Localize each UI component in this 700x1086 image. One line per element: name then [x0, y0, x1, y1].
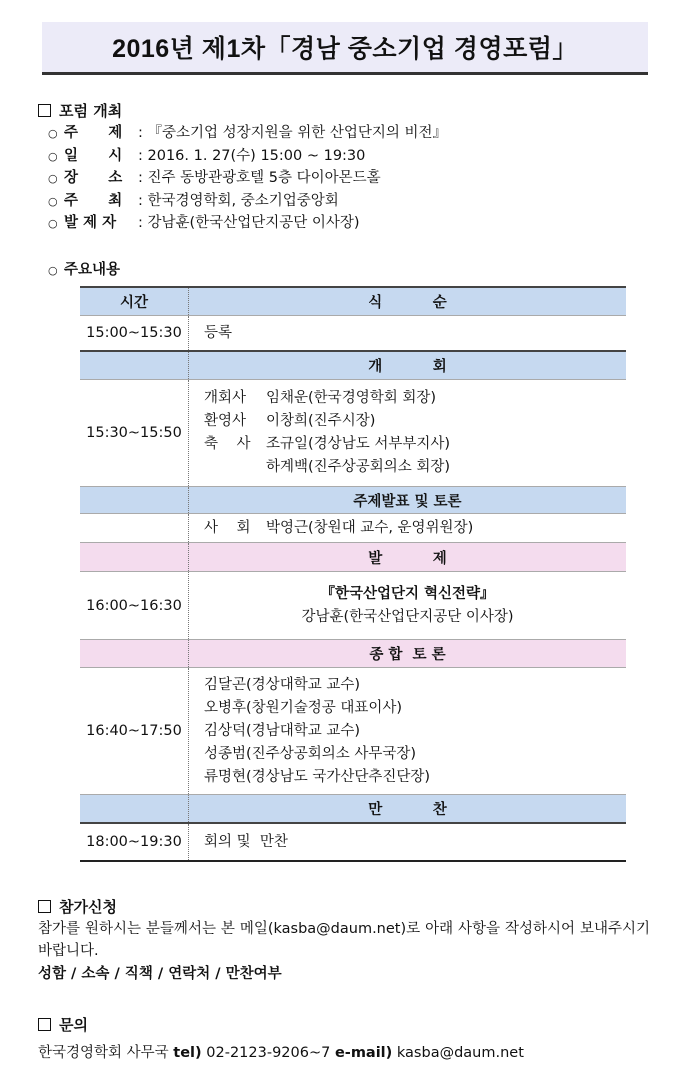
band-time-cell [80, 640, 189, 667]
program-lines [204, 387, 450, 479]
time-cell [80, 514, 189, 542]
info-row [48, 190, 447, 213]
circle-bullet-icon: ○ [48, 264, 58, 277]
program-table [80, 286, 626, 862]
circle-bullet-icon: ○ [48, 149, 58, 163]
program-lines [204, 322, 232, 345]
contact-line [38, 1042, 650, 1064]
band-label: 종 합 토 론 [369, 647, 446, 663]
info-label: 주 최 [64, 192, 123, 209]
program-cell [189, 514, 626, 542]
circle-bullet-icon: ○ [48, 194, 58, 208]
info-value: 2016. 1. 27(수) 15:00 ~ 19:30 [147, 147, 366, 164]
program-line [204, 322, 232, 345]
info-value: 강남훈(한국산업단지공단 이사장) [147, 215, 360, 231]
program-cell [189, 316, 626, 350]
line-text: 성종범(진주상공회의소 사무국장) [204, 745, 417, 762]
line-text: 박영근(창원대 교수, 운영위원장) [266, 519, 474, 536]
section-band [80, 352, 626, 380]
table-row [80, 514, 626, 543]
table-row [80, 316, 626, 352]
info-label: 발 제 자 [64, 215, 117, 231]
role-label: 사 회 [204, 519, 251, 536]
info-value: 한국경영학회, 중소기업중앙회 [147, 192, 339, 209]
circle-bullet-icon: ○ [48, 127, 58, 140]
section-band [80, 640, 626, 668]
info-colon: : [138, 215, 148, 231]
program-cell [189, 572, 626, 639]
info-colon: : [138, 147, 148, 164]
forum-heading: 포럼 개최 [38, 100, 122, 121]
table-row [80, 668, 626, 795]
program-lines [301, 583, 513, 629]
band-label: 개 회 [368, 359, 447, 375]
line-text: 『한국산업단지 혁신전략』 [320, 585, 495, 602]
line-text: 조규일(경상남도 서부부지사) [266, 436, 451, 452]
table-row [80, 572, 626, 640]
program-cell [189, 668, 626, 794]
contact-heading: 문의 [38, 1014, 88, 1035]
band-time-cell [80, 543, 189, 571]
info-row [48, 212, 447, 235]
role-label: 축 사 [204, 436, 251, 452]
time-cell: 15:30~15:50 [80, 380, 189, 486]
program-line [204, 743, 430, 766]
line-text: 김상덕(경남대학교 교수) [204, 722, 360, 739]
info-row [48, 167, 447, 190]
time-cell: 16:40~17:50 [80, 668, 189, 794]
table-header [80, 288, 626, 316]
section-band [80, 487, 626, 514]
line-text: 강남훈(한국산업단지공단 이사장) [301, 608, 514, 625]
line-text: 임채운(한국경영학회 회장) [266, 390, 436, 406]
table-row [80, 824, 626, 860]
program-line [204, 720, 430, 743]
info-colon: : [138, 192, 148, 209]
role-label: 환영사 [204, 413, 247, 429]
line-text: 이창희(진주시장) [266, 413, 376, 429]
program-line [301, 606, 513, 629]
info-value: 진주 동방관광호텔 5층 다이아몬드홀 [147, 170, 381, 186]
info-row [48, 145, 447, 168]
program-line [204, 766, 430, 789]
time-cell: 18:00~19:30 [80, 824, 189, 860]
program-line [204, 697, 430, 720]
section-band [80, 795, 626, 824]
header-time: 시간 [80, 288, 189, 315]
circle-bullet-icon: ○ [48, 172, 58, 185]
program-line [204, 456, 450, 479]
band-time-cell [80, 487, 189, 513]
page-title: 2016년 제1차「경남 중소기업 경영포럼」 [112, 35, 578, 63]
time-cell: 16:00~16:30 [80, 572, 189, 639]
checkbox-square-icon [38, 900, 51, 913]
program-line [301, 583, 513, 606]
time-cell: 15:00~15:30 [80, 316, 189, 350]
info-label: 장 소 [64, 170, 123, 186]
title-banner [42, 22, 648, 75]
program-line [204, 517, 473, 540]
registration-text: 참가를 원하시는 분들께서는 본 메일(kasba@daum.net)로 아래 사항을 작성하시어 보내주시기 바랍니다. [38, 921, 650, 959]
info-colon: : [138, 170, 148, 186]
band-label: 주제발표 및 토론 [353, 493, 462, 510]
email-label: e-mail) [334, 1045, 393, 1061]
band-label: 발 제 [368, 550, 447, 567]
band-time-cell [80, 795, 189, 822]
info-row [48, 122, 447, 145]
program-line [204, 433, 450, 456]
line-text: 등록 [204, 324, 233, 341]
registration-heading: 참가신청 [38, 896, 117, 917]
line-text: 하계백(진주상공회의소 회장) [266, 459, 451, 475]
line-text: 회의 및 만찬 [204, 833, 288, 850]
checkbox-square-icon [38, 1018, 51, 1031]
band-label: 만 찬 [368, 802, 447, 818]
program-heading: ○ 주요내용 [48, 262, 121, 278]
info-colon: : [138, 125, 148, 141]
email-address[interactable]: kasba@daum.net [396, 1045, 524, 1061]
program-cell [189, 824, 626, 860]
program-line [204, 674, 430, 697]
program-lines [204, 831, 288, 854]
program-line [204, 831, 288, 854]
header-program: 식 순 [368, 295, 447, 311]
tel-number: 02-2123-9206~7 [206, 1045, 331, 1061]
forum-info [48, 122, 447, 235]
info-label: 주 제 [64, 125, 123, 141]
section-band [80, 543, 626, 572]
info-value: 『중소기업 성장지원을 위한 산업단지의 비전』 [147, 125, 448, 141]
tel-label: tel) [173, 1045, 202, 1061]
line-text: 오병후(창원기술정공 대표이사) [204, 699, 403, 716]
program-cell [189, 380, 626, 486]
program-line [204, 387, 450, 410]
circle-bullet-icon: ○ [48, 217, 58, 230]
band-time-cell [80, 352, 189, 379]
table-row [80, 380, 626, 487]
registration-fields: 성함 / 소속 / 직책 / 연락처 / 만찬여부 [38, 966, 282, 982]
program-lines [204, 674, 430, 789]
program-line [204, 410, 450, 433]
line-text: 류명현(경상남도 국가산단추진단장) [204, 768, 431, 785]
program-lines [204, 517, 473, 540]
checkbox-square-icon [38, 104, 51, 117]
contact-org: 한국경영학회 사무국 [38, 1045, 169, 1061]
line-text: 김달곤(경상대학교 교수) [204, 676, 360, 693]
role-label: 개회사 [204, 390, 247, 406]
info-label: 일 시 [64, 147, 123, 164]
